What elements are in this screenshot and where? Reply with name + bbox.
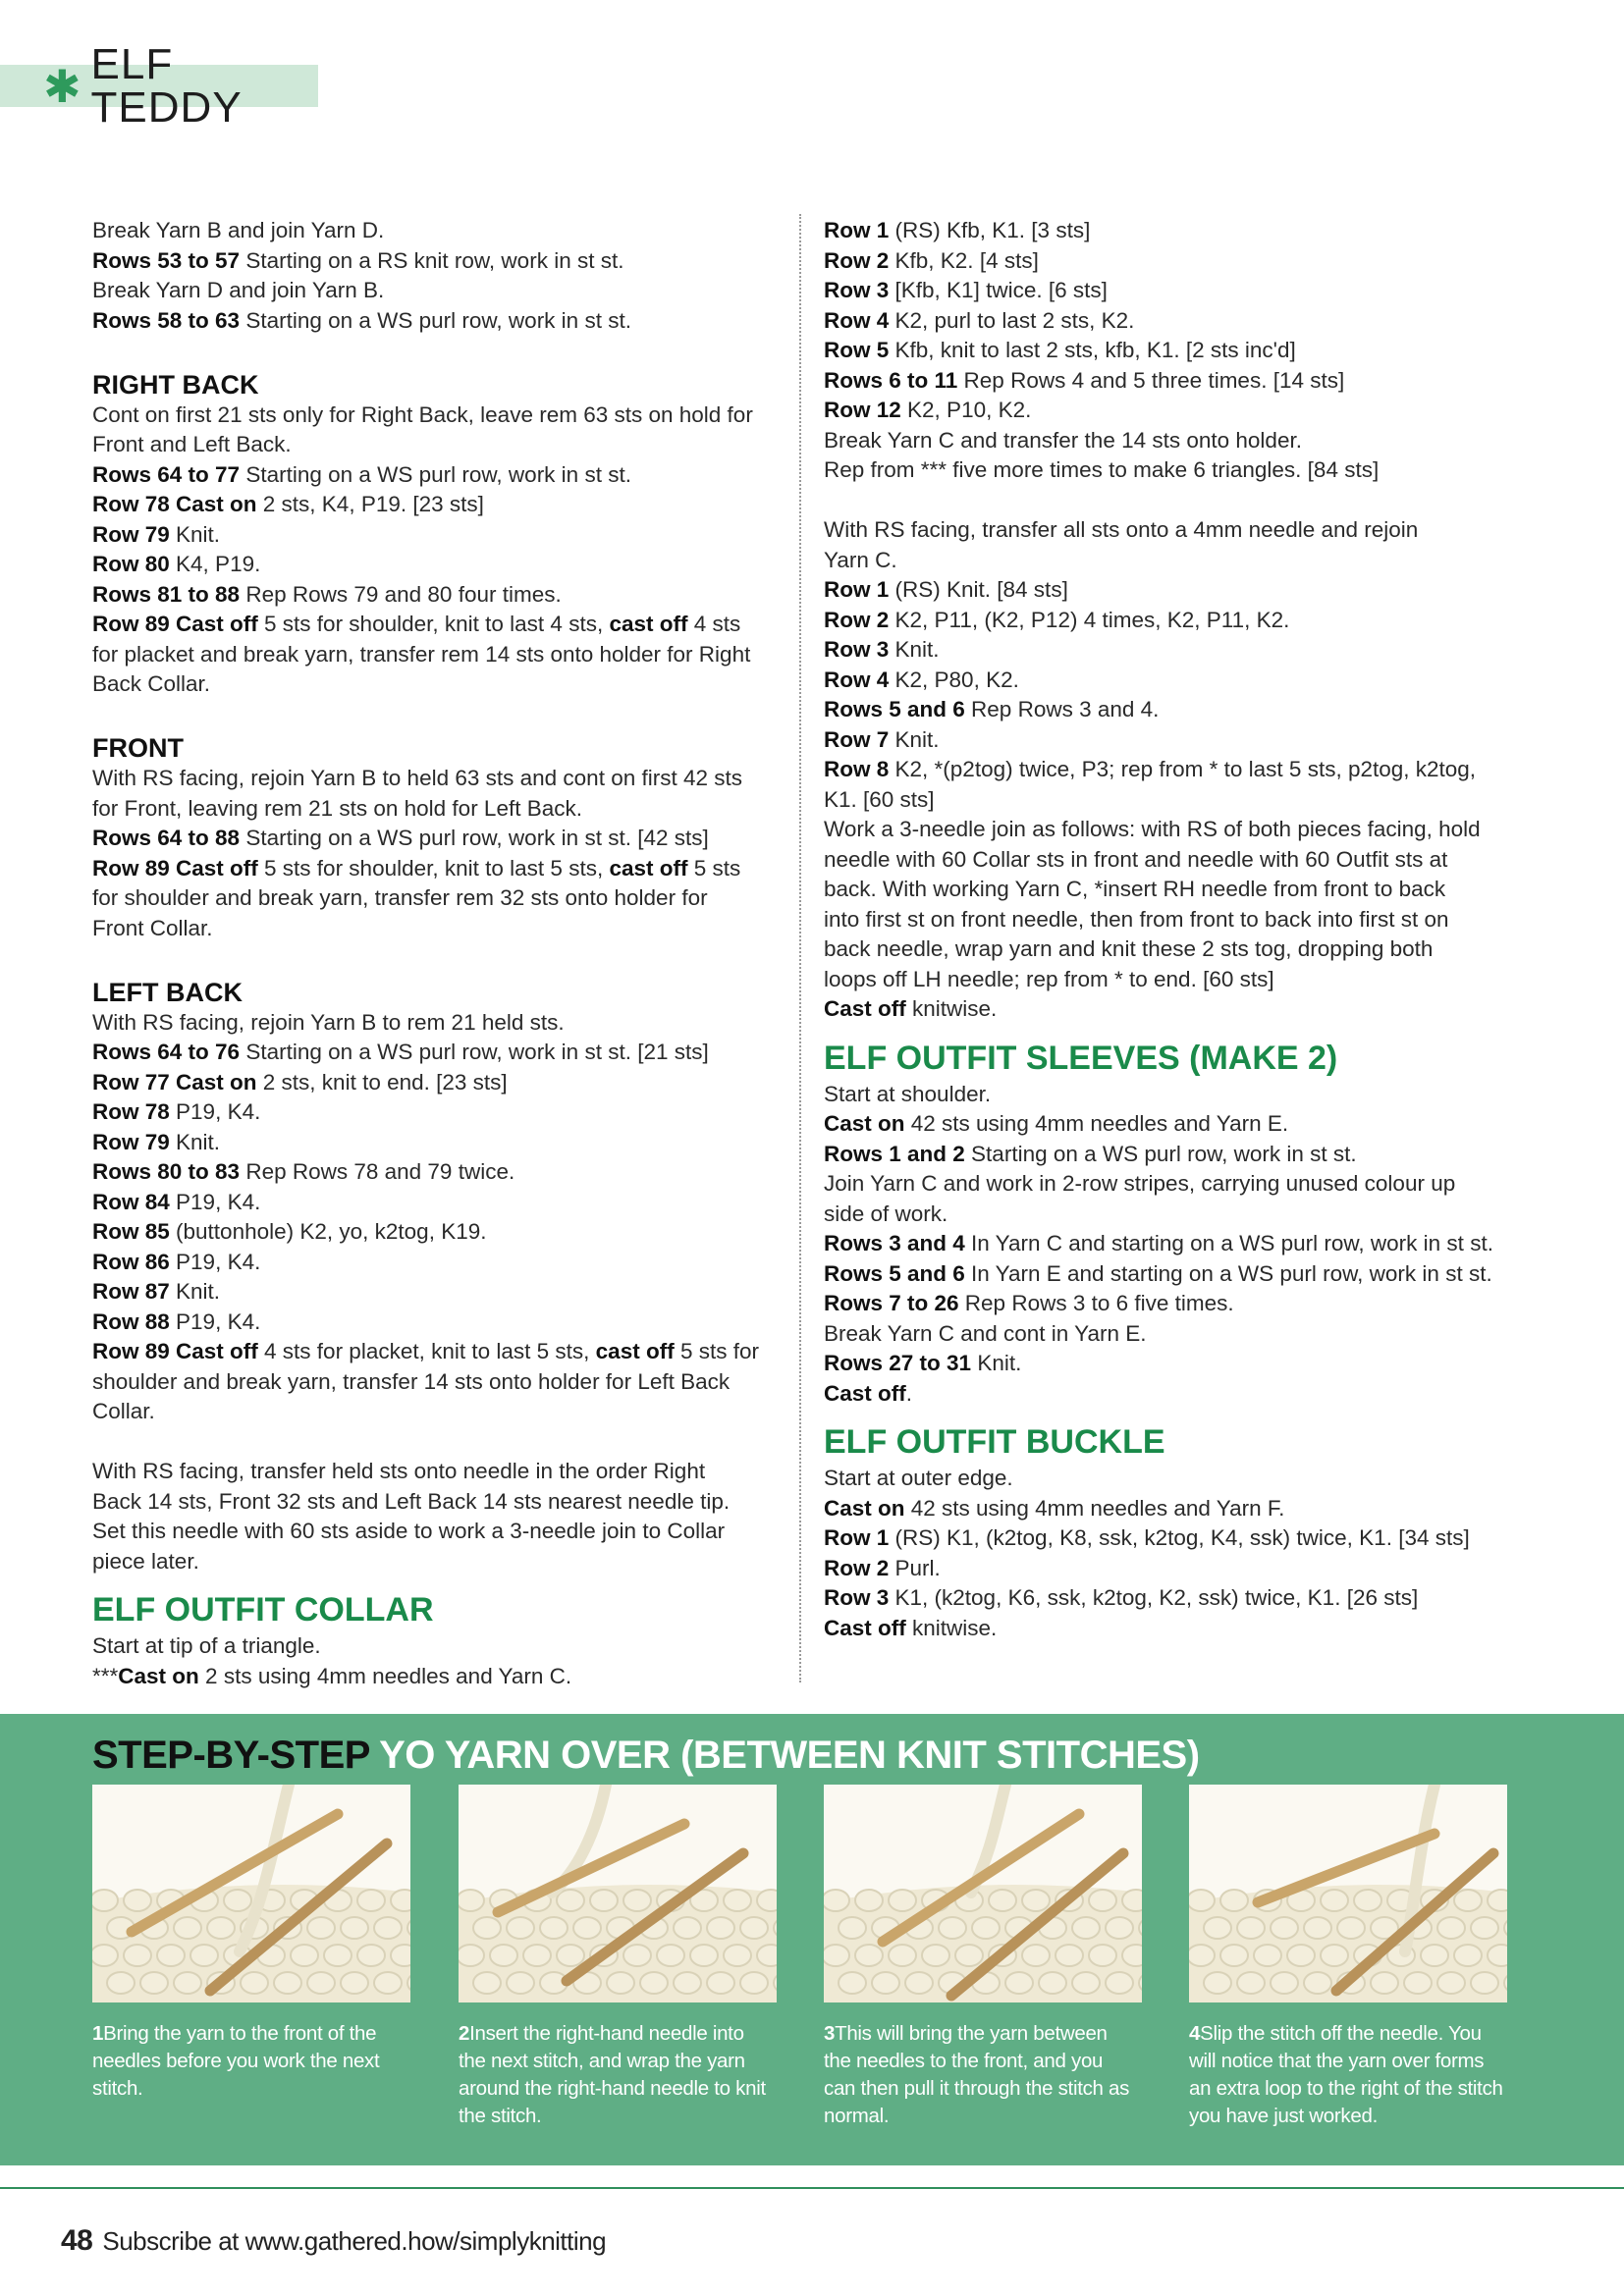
line-text: (RS) Knit. [84 sts] — [889, 577, 1068, 602]
step-caption — [92, 2020, 406, 2103]
line-text: loops off LH needle; rep from * to end. [60 sts] — [824, 966, 1274, 991]
line-text: Break Yarn B and join Yarn D. — [92, 218, 385, 242]
line-text: piece later. — [92, 1548, 199, 1574]
row-label: Rows 80 to 83 — [92, 1159, 241, 1184]
row-label: Rows 53 to 57 — [92, 247, 241, 273]
inline-instruction: cast off — [609, 855, 688, 881]
left-column — [92, 216, 787, 1691]
row-label: Row 89 Cast off — [92, 612, 258, 636]
pattern-line — [92, 430, 787, 460]
line-text: shoulder and break yarn, transfer 14 sts onto holder for Left Back — [92, 1368, 731, 1394]
line-text: K2, P10, K2. — [900, 398, 1032, 422]
row-label: Row 79 — [92, 1129, 170, 1154]
row-label: Rows 64 to 76 — [92, 1040, 241, 1064]
line-text: With RS facing, rejoin Yarn B to held 63 sts and cont on first 42 sts — [92, 766, 743, 790]
row-label: Row 89 Cast off — [92, 855, 258, 881]
line-text: K1. [60 sts] — [824, 786, 935, 812]
step-number: 2 — [459, 2022, 470, 2045]
line-text: Knit. — [971, 1351, 1022, 1375]
row-label: Row 1 — [824, 218, 890, 242]
pattern-line — [824, 336, 1511, 366]
pattern-line — [824, 306, 1511, 337]
line-text: knitwise. — [905, 996, 998, 1021]
step-number: 4 — [1189, 2022, 1201, 2045]
paragraph-gap — [92, 943, 787, 974]
pattern-line — [92, 400, 787, 431]
row-label: Row 1 — [824, 577, 890, 602]
pattern-line — [92, 1517, 787, 1547]
step-photo — [92, 1785, 410, 2002]
line-text: 5 sts for — [674, 1339, 759, 1363]
pattern-line — [824, 575, 1511, 606]
line-text: Kfb, K2. [4 sts] — [889, 247, 1039, 273]
pattern-line — [824, 965, 1511, 995]
row-label: Row 79 — [92, 521, 170, 547]
line-text: Starting on a WS purl row, work in st st. [21 sts] — [240, 1040, 709, 1064]
row-label: Rows 58 to 63 — [92, 307, 241, 333]
pattern-heading: ELF OUTFIT COLLAR — [92, 1591, 434, 1629]
pattern-line — [92, 1248, 787, 1278]
pattern-line — [92, 1367, 787, 1398]
pattern-line — [824, 1464, 1511, 1494]
row-label: Rows 7 to 26 — [824, 1291, 959, 1315]
pattern-line — [824, 515, 1511, 546]
pattern-line — [824, 1289, 1511, 1319]
pattern-line — [92, 669, 787, 700]
row-label: Row 3 — [824, 637, 890, 662]
line-text: Purl. — [889, 1555, 941, 1580]
row-label: Rows 81 to 88 — [92, 581, 241, 607]
section-title: ELF TEDDY — [90, 39, 243, 132]
line-text: Join Yarn C and work in 2-row stripes, carrying unused colour up — [824, 1171, 1456, 1196]
line-text: Starting on a RS knit row, work in st st. — [240, 247, 624, 273]
line-text: Collar. — [92, 1399, 155, 1423]
line-text: 2 sts, knit to end. [23 sts] — [256, 1069, 508, 1095]
line-text: for Front, leaving rem 21 sts on hold for Left Back. — [92, 795, 582, 821]
line-text: Start at shoulder. — [824, 1081, 992, 1106]
line-text: 4 sts for placket, knit to last 5 sts, — [257, 1339, 596, 1363]
row-label: Row 2 — [824, 247, 890, 273]
pattern-line — [824, 606, 1511, 636]
step-text: Insert the right-hand needle into the next stitch, and wrap the yarn around the right-hand needle to knit the stitch. — [459, 2022, 766, 2127]
flower-icon: ✱ — [43, 60, 81, 112]
line-text: Knit. — [889, 637, 940, 662]
line-text: back needle, wrap yarn and knit these 2 sts tog, dropping both — [824, 936, 1434, 961]
pattern-line — [824, 905, 1511, 935]
pattern-line — [824, 1349, 1511, 1379]
row-label: Rows 5 and 6 — [824, 697, 965, 721]
line-text: 2 sts using 4mm needles and Yarn C. — [198, 1663, 572, 1688]
pattern-line — [92, 1188, 787, 1218]
line-text: Rep Rows 3 and 4. — [964, 697, 1160, 721]
line-text: K2, P80, K2. — [889, 667, 1019, 692]
pattern-line — [824, 1080, 1511, 1110]
pattern-line — [92, 1457, 787, 1487]
knitting-illustration — [1189, 1785, 1507, 2002]
line-text: Front and Left Back. — [92, 432, 292, 456]
row-label: Row 12 — [824, 398, 901, 422]
pattern-line — [92, 1128, 787, 1158]
knitting-illustration — [92, 1785, 410, 2002]
pattern-line — [92, 276, 787, 306]
line-text: In Yarn E and starting on a WS purl row, work in st st. — [964, 1260, 1492, 1286]
pattern-line — [92, 640, 787, 670]
line-text: (RS) Kfb, K1. [3 sts] — [889, 218, 1091, 242]
pattern-line — [824, 1523, 1511, 1554]
line-text: . — [905, 1380, 913, 1406]
step-number: 3 — [824, 2022, 836, 2045]
line-text: 42 sts using 4mm needles and Yarn E. — [904, 1111, 1289, 1136]
pattern-line — [92, 1631, 787, 1662]
line-text: P19, K4. — [169, 1249, 261, 1274]
inline-instruction: cast off — [609, 612, 688, 636]
row-label: Row 4 — [824, 307, 890, 333]
pattern-heading: ELF OUTFIT SLEEVES (MAKE 2) — [824, 1039, 1338, 1077]
pattern-line — [824, 815, 1511, 845]
pattern-line — [92, 1337, 787, 1367]
line-text: Rep Rows 3 to 6 five times. — [958, 1291, 1234, 1315]
pattern-line — [92, 1308, 787, 1338]
line-text: K1, (k2tog, K6, ssk, k2tog, K2, ssk) twice, K1. [26 sts] — [889, 1585, 1419, 1610]
step-caption — [1189, 2020, 1503, 2130]
line-text: Kfb, knit to last 2 sts, kfb, K1. [2 sts inc'd] — [889, 338, 1296, 362]
line-text: for placket and break yarn, transfer rem 14 sts onto holder for Right — [92, 641, 751, 667]
pattern-line — [92, 1038, 787, 1068]
pattern-line — [824, 934, 1511, 965]
row-label: Row 88 — [92, 1308, 170, 1334]
column-divider — [799, 214, 801, 1682]
footer-rule — [0, 2187, 1624, 2189]
pattern-line — [824, 1140, 1511, 1170]
footer-text: Subscribe at www.gathered.how/simplyknitting — [102, 2226, 607, 2256]
step-text: This will bring the yarn between the needles to the front, and you can then pull it through the stitch as normal. — [824, 2022, 1130, 2127]
pattern-line — [824, 366, 1511, 397]
paragraph-gap — [824, 486, 1511, 516]
line-text: Front Collar. — [92, 915, 213, 940]
line-text: Starting on a WS purl row, work in st st. — [240, 461, 631, 487]
section-heading: RIGHT BACK — [92, 369, 259, 400]
line-text: Rep Rows 78 and 79 twice. — [240, 1159, 515, 1184]
row-label: Row 7 — [824, 726, 890, 752]
row-label: Row 3 — [824, 278, 890, 302]
inline-instruction: cast off — [595, 1339, 675, 1363]
line-text: side of work. — [824, 1201, 948, 1226]
line-text: P19, K4. — [169, 1308, 261, 1334]
right-column — [824, 216, 1511, 1643]
page-number: 48 — [61, 2224, 93, 2257]
line-text: Work a 3-needle join as follows: with RS of both pieces facing, hold — [824, 817, 1481, 841]
row-label: Row 5 — [824, 338, 890, 362]
line-text: 4 sts — [687, 612, 741, 636]
pattern-line — [824, 1169, 1511, 1200]
pattern-line — [92, 306, 787, 337]
step-by-step-heading — [92, 1730, 1200, 1781]
paragraph-gap — [92, 700, 787, 730]
line-text: for shoulder and break yarn, transfer rem 32 sts onto holder for — [92, 885, 708, 910]
row-label: Row 89 Cast off — [92, 1339, 258, 1363]
pattern-line — [824, 276, 1511, 306]
line-text: Knit. — [169, 1129, 221, 1154]
row-label: Cast off — [824, 1615, 906, 1640]
line-text: P19, K4. — [169, 1189, 261, 1214]
line-text: needle with 60 Collar sts in front and needle with 60 Outfit sts at — [824, 846, 1448, 872]
row-label: Row 85 — [92, 1219, 170, 1244]
step-photo — [459, 1785, 777, 2002]
line-text: K2, P11, (K2, P12) 4 times, K2, P11, K2. — [889, 607, 1290, 632]
line-text: With RS facing, transfer all sts onto a 4mm needle and rejoin — [824, 517, 1419, 542]
row-label: Row 8 — [824, 757, 890, 781]
row-label: Rows 5 and 6 — [824, 1260, 965, 1286]
row-label: Row 3 — [824, 1585, 890, 1610]
pattern-line — [824, 695, 1511, 725]
line-text: [Kfb, K1] twice. [6 sts] — [889, 278, 1108, 302]
row-label: Row 2 — [824, 1555, 890, 1580]
row-label: Rows 1 and 2 — [824, 1141, 965, 1166]
pattern-line — [92, 914, 787, 944]
line-text: back. With working Yarn C, *insert RH needle from front to back — [824, 877, 1446, 901]
pattern-line — [824, 785, 1511, 816]
line-text: Rep from *** five more times to make 6 triangles. [84 sts] — [824, 457, 1380, 482]
step-photo — [824, 1785, 1142, 2002]
row-label: Row 78 — [92, 1099, 170, 1124]
line-text: Set this needle with 60 sts aside to work a 3-needle join to Collar — [92, 1519, 726, 1543]
pattern-line — [824, 1200, 1511, 1230]
row-label: Rows 6 to 11 — [824, 367, 958, 393]
pattern-line — [824, 546, 1511, 576]
heading-dark-part: STEP-BY-STEP — [92, 1734, 370, 1777]
pattern-line — [92, 216, 787, 246]
pattern-heading: ELF OUTFIT BUCKLE — [824, 1423, 1165, 1461]
row-label: Row 2 — [824, 607, 890, 632]
line-text: Start at outer edge. — [824, 1466, 1013, 1490]
pattern-line — [824, 396, 1511, 426]
pattern-line — [824, 1259, 1511, 1290]
line-text: Break Yarn D and join Yarn B. — [92, 278, 385, 302]
pattern-line — [92, 580, 787, 611]
pattern-line — [92, 1397, 787, 1427]
pattern-line — [824, 1614, 1511, 1644]
line-text: Break Yarn C and transfer the 14 sts onto holder. — [824, 427, 1302, 453]
pattern-line — [92, 490, 787, 520]
line-text: With RS facing, rejoin Yarn B to rem 21 held sts. — [92, 1009, 565, 1035]
pattern-line — [824, 1379, 1511, 1410]
line-text: knitwise. — [905, 1615, 998, 1640]
page-footer — [61, 2224, 606, 2258]
pattern-line — [824, 994, 1511, 1025]
line-text: In Yarn C and starting on a WS purl row, work in st st. — [964, 1231, 1493, 1255]
paragraph-gap — [92, 1427, 787, 1458]
line-text: Start at tip of a triangle. — [92, 1633, 321, 1658]
line-text: Break Yarn C and cont in Yarn E. — [824, 1320, 1147, 1346]
pattern-line — [824, 1583, 1511, 1614]
step-number: 1 — [92, 2022, 104, 2045]
knitting-illustration — [824, 1785, 1142, 2002]
row-label: Cast on — [824, 1495, 905, 1521]
line-text: 42 sts using 4mm needles and Yarn F. — [904, 1495, 1285, 1521]
line-text: K4, P19. — [169, 552, 261, 576]
row-label: Cast on — [824, 1111, 905, 1136]
pattern-line — [92, 520, 787, 551]
pattern-line — [824, 635, 1511, 666]
line-text: (RS) K1, (k2tog, K8, ssk, k2tog, K4, ssk) twice, K1. [34 sts] — [889, 1525, 1470, 1550]
section-header-tab — [0, 39, 318, 132]
section-heading: LEFT BACK — [92, 977, 243, 1007]
row-label: Row 1 — [824, 1525, 890, 1550]
line-text: Knit. — [889, 726, 940, 752]
paragraph-gap — [92, 336, 787, 366]
row-label: Row 80 — [92, 552, 170, 576]
line-text: Back 14 sts, Front 32 sts and Left Back 14 sts nearest needle tip. — [92, 1488, 731, 1514]
row-label: Row 77 Cast on — [92, 1069, 257, 1095]
pattern-line — [92, 764, 787, 794]
pattern-line — [824, 1109, 1511, 1140]
row-label: Cast off — [824, 996, 906, 1021]
pattern-line — [824, 216, 1511, 246]
pattern-line — [824, 1319, 1511, 1350]
pattern-line — [824, 426, 1511, 456]
row-label: Cast on — [118, 1663, 199, 1688]
line-text: Knit. — [169, 521, 221, 547]
line-text: 5 sts for shoulder, knit to last 5 sts, — [257, 855, 610, 881]
pattern-line — [92, 550, 787, 580]
row-label: Rows 64 to 77 — [92, 461, 241, 487]
pattern-line — [824, 1494, 1511, 1524]
line-text: With RS facing, transfer held sts onto needle in the order Right — [92, 1459, 706, 1483]
pattern-line — [92, 1547, 787, 1577]
knitting-illustration — [459, 1785, 777, 2002]
row-label: Row 86 — [92, 1249, 170, 1274]
line-text: 2 sts, K4, P19. [23 sts] — [256, 492, 484, 516]
step-text: Bring the yarn to the front of the needles before you work the next stitch. — [92, 2022, 380, 2100]
pattern-line — [92, 460, 787, 491]
row-label: Row 78 Cast on — [92, 492, 257, 516]
line-text: K2, *(p2tog) twice, P3; rep from * to last 5 sts, p2tog, k2tog, — [889, 757, 1477, 781]
pattern-line — [92, 246, 787, 277]
line-text: 5 sts — [687, 855, 741, 881]
pattern-line — [92, 854, 787, 884]
row-label: Rows 27 to 31 — [824, 1351, 972, 1375]
line-text: Starting on a WS purl row, work in st st. — [240, 307, 631, 333]
pattern-line — [92, 1217, 787, 1248]
pattern-line — [824, 1229, 1511, 1259]
row-label: Cast off — [824, 1380, 906, 1406]
heading-light-part: YO YARN OVER (BETWEEN KNIT STITCHES) — [369, 1734, 1200, 1777]
row-label: Row 84 — [92, 1189, 170, 1214]
line-text: Back Collar. — [92, 671, 211, 696]
pattern-line — [824, 666, 1511, 696]
step-text: Slip the stitch off the needle. You will notice that the yarn over forms an extra loop to the right of the stitch you have just worked. — [1189, 2022, 1503, 2127]
pattern-line — [92, 824, 787, 854]
pattern-line — [92, 1068, 787, 1098]
line-text: 5 sts for shoulder, knit to last 4 sts, — [257, 612, 610, 636]
pattern-line — [92, 794, 787, 825]
pattern-line — [824, 246, 1511, 277]
line-text: K2, purl to last 2 sts, K2. — [889, 307, 1135, 333]
line-text: Rep Rows 4 and 5 three times. [14 sts] — [957, 367, 1345, 393]
row-label: Row 87 — [92, 1279, 170, 1304]
pattern-line — [824, 845, 1511, 876]
prefix-text: *** — [92, 1663, 119, 1688]
line-text: Yarn C. — [824, 547, 897, 572]
pattern-line — [92, 1487, 787, 1518]
line-text: into first st on front needle, then from front to back into first st on — [824, 906, 1449, 932]
pattern-line — [824, 455, 1511, 486]
step-caption — [459, 2020, 773, 2130]
line-text: Knit. — [169, 1279, 221, 1304]
section-heading: FRONT — [92, 733, 184, 763]
row-label: Rows 3 and 4 — [824, 1231, 965, 1255]
pattern-line — [824, 875, 1511, 905]
pattern-line — [92, 883, 787, 914]
pattern-line — [92, 1008, 787, 1039]
step-photo — [1189, 1785, 1507, 2002]
pattern-line — [92, 1157, 787, 1188]
line-text: Rep Rows 79 and 80 four times. — [240, 581, 562, 607]
line-text: (buttonhole) K2, yo, k2tog, K19. — [169, 1219, 487, 1244]
pattern-line — [92, 1662, 787, 1692]
pattern-line — [92, 610, 787, 640]
pattern-line — [92, 1277, 787, 1308]
line-text: Starting on a WS purl row, work in st st. — [964, 1141, 1357, 1166]
line-text: P19, K4. — [169, 1099, 261, 1124]
line-text: Cont on first 21 sts only for Right Back, leave rem 63 sts on hold for — [92, 401, 753, 427]
line-text: Starting on a WS purl row, work in st st. [42 sts] — [240, 826, 709, 850]
pattern-line — [824, 725, 1511, 756]
row-label: Rows 64 to 88 — [92, 826, 241, 850]
pattern-line — [92, 1097, 787, 1128]
step-caption — [824, 2020, 1138, 2130]
pattern-line — [824, 1554, 1511, 1584]
pattern-line — [824, 755, 1511, 785]
row-label: Row 4 — [824, 667, 890, 692]
